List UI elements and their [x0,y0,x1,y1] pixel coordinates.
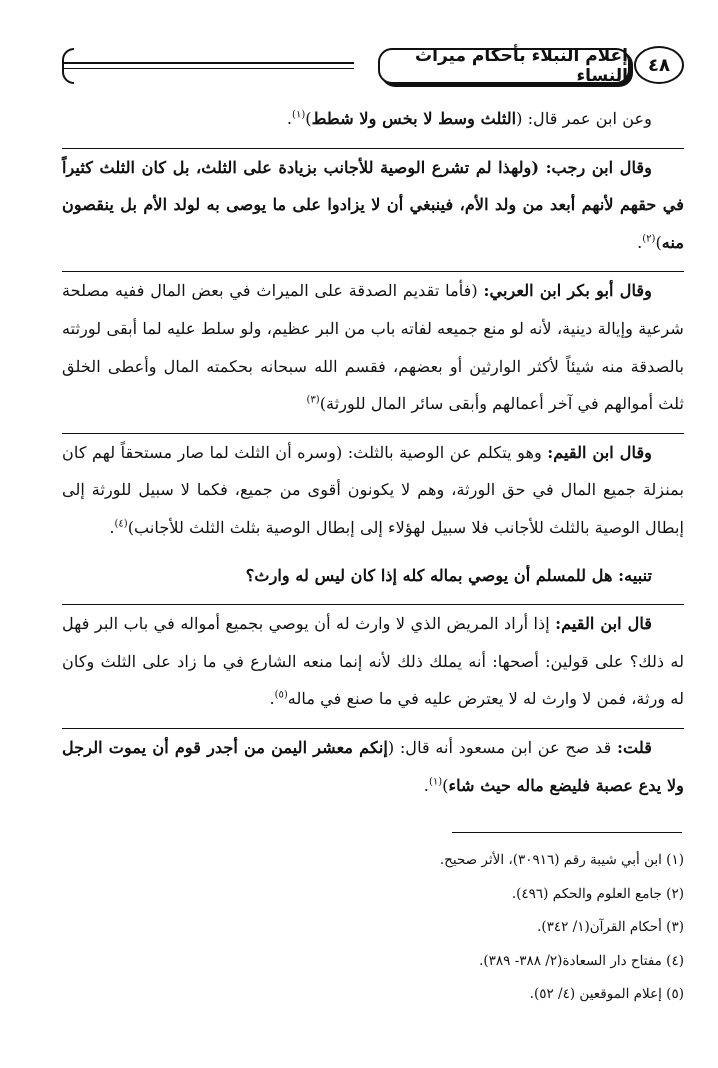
sentence-end: . [269,689,275,709]
sentence-end: . [637,232,643,252]
paragraph-body: وهو يتكلم عن الوصية بالثلث: (وسره أن الثلث لما صار مستحقاً لهم كان بمنزلة جميع المال في حق الورثة، وهم لا يكونون أقوى من جميع، فكما لا سبيل للورثة إلى إبطال الوصية بالثلث للأجانب فلا سبيل لهؤلاء إلى إبطال الوصية بثلث الثلث للأجانب) [62,442,684,537]
header-rule-thin [62,68,354,69]
sentence-end: . [109,517,115,537]
header-left-cap [62,48,74,84]
footnote-item: (٥) إعلام الموقعين (٤/ ٥٢). [529,986,684,1003]
footnote-item: (٤) مفتاح دار السعادة(٢/ ٣٨٨- ٣٨٩). [479,952,684,969]
footnote-ref: (٣) [306,394,320,406]
footnote-ref: (٢) [642,233,656,245]
quote-close: ) [442,775,449,795]
paragraph-ibn-arabi [62,272,684,422]
footnote-separator [452,832,682,833]
paragraph-body: إذا أراد المريض الذي لا وارث له أن يوصي بجميع أمواله في باب البر فهل له ذلك؟ على قولين: أصحها: أنه يملك ذلك لأنه إنما منعه الشارع في ما زاد على الثلث وكان له ورثة، فمن لا وارث له لا يعترض عليه في ما صنع في ماله [62,614,684,709]
quote-bold: ولهذا لم تشرع الوصية للأجانب بزيادة على الثلث، بل كان الثلث كثيراً في حقهم لأنهم أبعد من ولد الأم، فينبغي أن لا يزادوا على ما يوصى به لولد الأم بل ينقصون منه [62,157,684,252]
paragraph-ibn-qayyim-wasiyya [62,605,684,718]
paragraph-lead: وعن ابن عمر قال: ( [516,109,652,128]
main-text [62,100,684,814]
paragraph-qultu [62,729,684,804]
running-title-text: إعلام النبلاء بأحكام ميراث النساء [415,46,628,86]
footnote-ref: (٥) [274,689,288,701]
quote-close: ) [655,232,662,252]
footnote-ref: (٤) [114,518,128,530]
running-title [378,48,630,84]
footnote-ref: (١) [428,776,443,788]
footnote-ref: (١) [292,109,306,121]
sentence-end: . [286,109,293,128]
sentence-end: . [423,775,429,795]
paragraph-body: قد صح عن ابن مسعود أنه قال: ( [387,737,618,757]
paragraph-lead: وقال ابن القيم: [547,442,652,462]
footnote-item: (٢) جامع العلوم والحكم (٤٩٦). [511,885,684,902]
footnote-item: (١) ابن أبي شيبة رقم (٣٠٩١٦)، الأثر صحيح. [439,852,684,868]
footnotes [64,844,684,1012]
paragraph-ibn-umar [62,100,684,138]
paragraph-ibn-qayyim-thuluth [62,434,684,547]
paragraph-lead: تنبيه: [618,565,652,585]
page-number [634,46,684,84]
footnote-item: (٣) أحكام القرآن(١/ ٣٤٢). [537,919,684,936]
quote-close: ) [305,109,312,128]
quote-bold: إنكم معشر اليمن من أجدر قوم أن يموت الرجل ولا يدع عصبة فليضع ماله حيث شاء [62,737,684,795]
paragraph-lead: وقال أبو بكر ابن العربي: [483,281,652,301]
page-number-text: ٤٨ [648,54,670,76]
paragraph-lead: وقال ابن رجب: ( [531,157,652,177]
paragraph-lead: قال ابن القيم: [555,614,653,634]
paragraph-lead: قلت: [617,737,652,757]
quote-bold: الثلث وسط لا بخس ولا شطط [311,109,517,128]
header-rule [62,62,354,64]
paragraph-body: هل للمسلم أن يوصي بماله كله إذا كان ليس له وارث؟ [245,565,619,585]
paragraph-body: (فأما تقديم الصدقة على الميراث في بعض المال ففيه مصلحة شرعية وإيالة دينية، لأنه لو منع جميعه لفاته باب من البر عظيم، ولو سلط عليه لما أبقى لورثته بالصدقة منه شيئاً لأكثر الوارثين أو بعضهم، فقسم الله سبحانه بحكمته المال وأعطى الخلق ثلث أموالهم في آخر أعمالهم وأبقى سائر المال للورثة) [62,281,684,414]
paragraph-tanbih [62,557,684,595]
paragraph-ibn-rajab [62,149,684,262]
page-header [62,44,684,88]
